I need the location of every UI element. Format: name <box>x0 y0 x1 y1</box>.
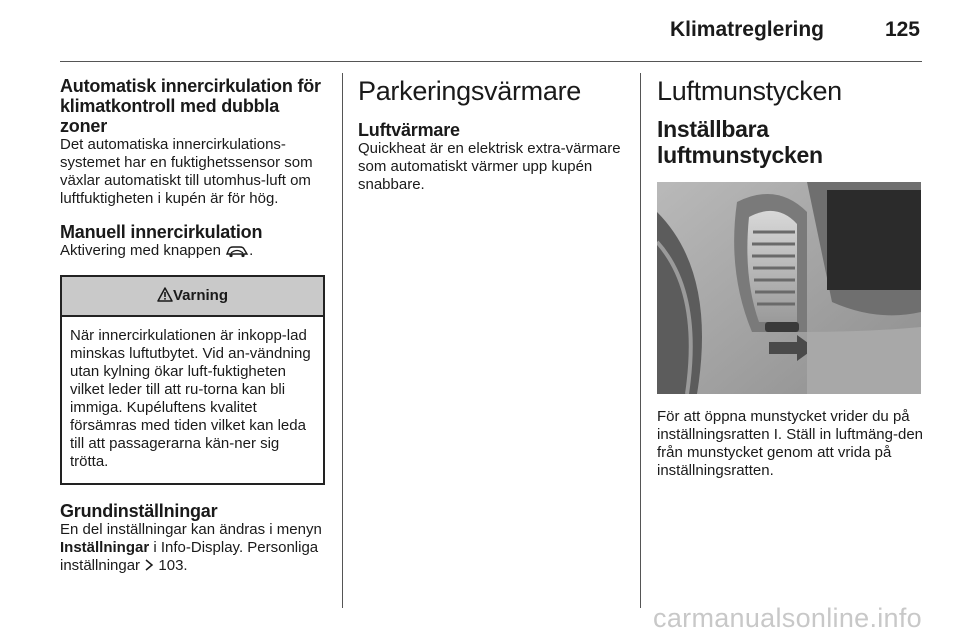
air-vent-text-pre: För att öppna munstycket vrider du på inställningsratten <box>657 408 910 443</box>
page-number: 125 <box>884 18 920 41</box>
manual-text-post: . <box>249 242 254 259</box>
column-divider <box>342 73 343 608</box>
thumbwheel-symbol: I <box>773 426 778 443</box>
column-divider <box>640 73 641 608</box>
basic-text-2: i Info-Display. Personliga inställningar <box>60 539 319 574</box>
recirculation-car-icon <box>225 244 249 263</box>
warning-header <box>62 277 323 317</box>
section-heading-parking-heater: Parkeringsvärmare <box>358 76 581 106</box>
section-heading-basic-settings: Grundinställningar <box>60 501 218 521</box>
warning-text: När innercirkulationen är inkopp-lad minskas luftutbytet. Vid an-vändning utan kylning ökar luft-fuktigheten vilket leder till att ru-torna kan bli immiga. Kupéluftens kvalitet försämras med tiden vilket kan leda till att passagerarna kän-ner sig trötta. <box>70 327 311 470</box>
column-middle <box>358 76 628 194</box>
column-right <box>657 76 925 480</box>
page-reference-icon <box>144 558 154 576</box>
watermark: carmanualsonline.info <box>653 603 922 633</box>
page-reference: 103. <box>158 557 188 574</box>
air-vent-text-post: . Ställ in luftmäng-den från munstycket genom att vrida på inställningsratten. <box>657 426 923 479</box>
basic-settings-text <box>60 521 325 576</box>
air-vent-photo <box>657 182 921 394</box>
section-heading-auto-recirculation: Automatisk innercirkulation för klimatkontroll med dubbla zoner <box>60 76 321 136</box>
air-vent-text <box>657 408 925 480</box>
section-heading-adjustable-vents: Inställbara luftmunstycken <box>657 116 823 168</box>
manual-recirculation-text <box>60 242 325 263</box>
air-heater-text: Quickheat är en elektrisk extra-värmare som automatiskt värmer upp kupén snabbare. <box>358 140 621 193</box>
warning-title: Varning <box>172 287 228 304</box>
section-heading-manual-recirculation: Manuell innercirkulation <box>60 222 263 242</box>
page-header-title: Klimatreglering <box>669 18 824 41</box>
column-left <box>60 76 325 576</box>
warning-triangle-icon <box>157 279 173 317</box>
auto-recirculation-text: Det automatiska innercirkulations-systemet har en fuktighetssensor som växlar automatiskt till utomhus-luft om luftfuktigheten i kupén är för hög. <box>60 136 313 207</box>
warning-box <box>60 275 325 485</box>
basic-text-1: En del inställningar kan ändras i menyn <box>60 521 322 538</box>
manual-text-pre: Aktivering med knappen <box>60 242 221 259</box>
header-rule <box>60 61 922 62</box>
settings-menu-name: Inställningar <box>60 539 150 556</box>
section-heading-air-heater: Luftvärmare <box>358 120 460 140</box>
section-heading-air-vents: Luftmunstycken <box>657 76 842 106</box>
